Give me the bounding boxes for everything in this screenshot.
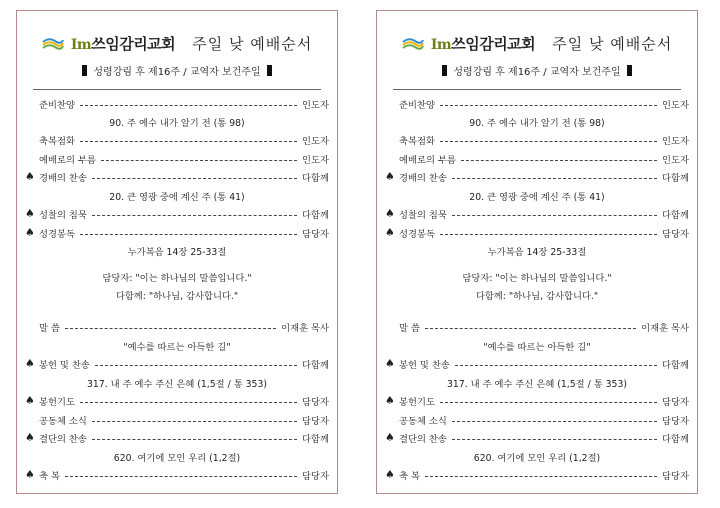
service-note: 20. 큰 영광 중에 계신 주 (통 41) (469, 192, 605, 203)
spade-icon: ♠ (385, 468, 395, 481)
leader-line (452, 215, 657, 216)
service-item (25, 431, 329, 445)
service-item (385, 152, 689, 166)
item-label: 성경봉독 (399, 229, 435, 240)
spade-icon: ♠ (25, 226, 35, 239)
service-item (385, 357, 689, 371)
item-label: 축 복 (39, 471, 60, 482)
item-leader: 다함께 (662, 360, 689, 371)
service-item (385, 207, 689, 221)
item-leader: 담당자 (302, 471, 329, 482)
item-label: 경배의 찬송 (399, 173, 447, 184)
leader-line (440, 105, 657, 106)
item-leader: 다함께 (662, 210, 689, 221)
item-leader: 담당자 (662, 397, 689, 408)
service-note: 담당자: "이는 하나님의 말씀입니다." (462, 273, 612, 284)
service-note: 누가복음 14장 25-33절 (487, 247, 587, 258)
item-leader: 이재훈 목사 (281, 323, 329, 334)
item-leader: 다함께 (302, 360, 329, 371)
leader-line (452, 178, 657, 179)
item-leader: 담당자 (302, 397, 329, 408)
item-label: 준비찬양 (39, 100, 75, 111)
bulletin-panel-right (376, 10, 698, 494)
divider (33, 89, 321, 90)
leader-line (92, 421, 297, 422)
bulletin-header (17, 33, 337, 54)
item-label: 봉헌 및 찬송 (39, 360, 90, 371)
item-leader: 다함께 (662, 434, 689, 445)
item-leader: 담당자 (662, 471, 689, 482)
divider (393, 89, 681, 90)
item-leader: 다함께 (302, 210, 329, 221)
spade-icon: ♠ (385, 207, 395, 220)
church-logo-icon (402, 36, 424, 52)
item-label: 성경봉독 (39, 229, 75, 240)
leader-line (461, 160, 657, 161)
item-leader: 인도자 (302, 136, 329, 147)
service-note: 90. 주 예수 내가 알기 전 (통 98) (109, 118, 245, 129)
spade-icon: ♠ (25, 170, 35, 183)
item-label: 공동체 소식 (39, 416, 87, 427)
leader-line (440, 402, 657, 403)
spade-icon: ♠ (385, 226, 395, 239)
service-title: 주일 낮 예배순서 (192, 35, 313, 53)
service-item (385, 133, 689, 147)
spade-icon: ♠ (25, 431, 35, 444)
leader-line (92, 178, 297, 179)
item-leader: 인도자 (302, 100, 329, 111)
leader-line (80, 234, 297, 235)
service-item (385, 431, 689, 445)
leader-line (452, 439, 657, 440)
subtitle-bar (377, 63, 697, 78)
item-leader: 다함께 (302, 173, 329, 184)
item-label: 축 복 (399, 471, 420, 482)
item-leader: 이재훈 목사 (641, 323, 689, 334)
service-item (25, 152, 329, 166)
service-note: 620. 여기에 모인 우리 (1,2절) (473, 453, 601, 464)
item-label: 성찰의 침묵 (39, 210, 87, 221)
leader-line (455, 365, 657, 366)
service-note: "예수를 따르는 아득한 길" (123, 342, 231, 353)
leader-line (92, 439, 297, 440)
church-name: Im쓰임감리교회 (70, 35, 176, 53)
service-note: 620. 여기에 모인 우리 (1,2절) (113, 453, 241, 464)
subtitle-bar (17, 63, 337, 78)
item-label: 말 씀 (399, 323, 420, 334)
item-label: 결단의 찬송 (399, 434, 447, 445)
item-leader: 다함께 (302, 434, 329, 445)
service-item (25, 97, 329, 111)
service-item (25, 413, 329, 427)
church-name: Im쓰임감리교회 (430, 35, 536, 53)
spade-icon: ♠ (25, 394, 35, 407)
service-item (385, 394, 689, 408)
service-note: 누가복음 14장 25-33절 (127, 247, 227, 258)
leader-line (101, 160, 297, 161)
service-note: 담당자: "이는 하나님의 말씀입니다." (102, 273, 252, 284)
item-leader: 인도자 (662, 136, 689, 147)
service-item (25, 468, 329, 482)
item-label: 봉헌기도 (39, 397, 75, 408)
service-note: 20. 큰 영광 중에 계신 주 (통 41) (109, 192, 245, 203)
leader-line (95, 365, 297, 366)
item-leader: 담당자 (662, 416, 689, 427)
item-label: 봉헌 및 찬송 (399, 360, 450, 371)
service-note: 317. 내 주 예수 주신 은혜 (1,5절 / 통 353) (446, 379, 628, 390)
leader-line (425, 328, 636, 329)
item-leader: 인도자 (662, 100, 689, 111)
leader-line (80, 105, 297, 106)
item-leader: 담당자 (662, 229, 689, 240)
item-label: 결단의 찬송 (39, 434, 87, 445)
item-label: 예배로의 부름 (399, 155, 456, 166)
church-logo-icon (42, 36, 64, 52)
service-item (25, 133, 329, 147)
spade-icon: ♠ (385, 170, 395, 183)
item-label: 축복점화 (399, 136, 435, 147)
spade-icon: ♠ (25, 468, 35, 481)
item-label: 예배로의 부름 (39, 155, 96, 166)
spade-icon: ♠ (25, 357, 35, 370)
item-leader: 인도자 (302, 155, 329, 166)
service-item (385, 170, 689, 184)
subtitle: 성령강림 후 제16주 / 교역자 보건주일 (453, 67, 621, 78)
service-item (385, 97, 689, 111)
leader-line (80, 402, 297, 403)
service-item (385, 226, 689, 240)
service-item (385, 468, 689, 482)
service-item (25, 394, 329, 408)
leader-line (440, 234, 657, 235)
service-item (385, 320, 689, 334)
item-leader: 인도자 (662, 155, 689, 166)
leader-line (65, 328, 276, 329)
item-label: 말 씀 (39, 323, 60, 334)
item-label: 봉헌기도 (399, 397, 435, 408)
item-label: 성찰의 침묵 (399, 210, 447, 221)
item-label: 경배의 찬송 (39, 173, 87, 184)
subtitle: 성령강림 후 제16주 / 교역자 보건주일 (93, 67, 261, 78)
spade-icon: ♠ (25, 207, 35, 220)
item-leader: 담당자 (302, 416, 329, 427)
leader-line (80, 141, 297, 142)
service-title: 주일 낮 예배순서 (552, 35, 673, 53)
leader-line (425, 476, 657, 477)
service-item (25, 320, 329, 334)
service-item (25, 207, 329, 221)
service-note: 다함께: "하나님, 감사합니다." (115, 291, 239, 302)
bulletin-header (377, 33, 697, 54)
item-leader: 담당자 (302, 229, 329, 240)
service-item (385, 413, 689, 427)
item-label: 공동체 소식 (399, 416, 447, 427)
service-item (25, 357, 329, 371)
leader-line (452, 421, 657, 422)
bulletin-panel-left (16, 10, 338, 494)
spade-icon: ♠ (385, 357, 395, 370)
service-note: 317. 내 주 예수 주신 은혜 (1,5절 / 통 353) (86, 379, 268, 390)
item-label: 준비찬양 (399, 100, 435, 111)
spade-icon: ♠ (385, 431, 395, 444)
spade-icon: ♠ (385, 394, 395, 407)
service-note: "예수를 따르는 아득한 길" (483, 342, 591, 353)
service-note: 90. 주 예수 내가 알기 전 (통 98) (469, 118, 605, 129)
service-item (25, 226, 329, 240)
leader-line (440, 141, 657, 142)
item-label: 축복점화 (39, 136, 75, 147)
service-note: 다함께: "하나님, 감사합니다." (475, 291, 599, 302)
leader-line (65, 476, 297, 477)
item-leader: 다함께 (662, 173, 689, 184)
service-item (25, 170, 329, 184)
leader-line (92, 215, 297, 216)
